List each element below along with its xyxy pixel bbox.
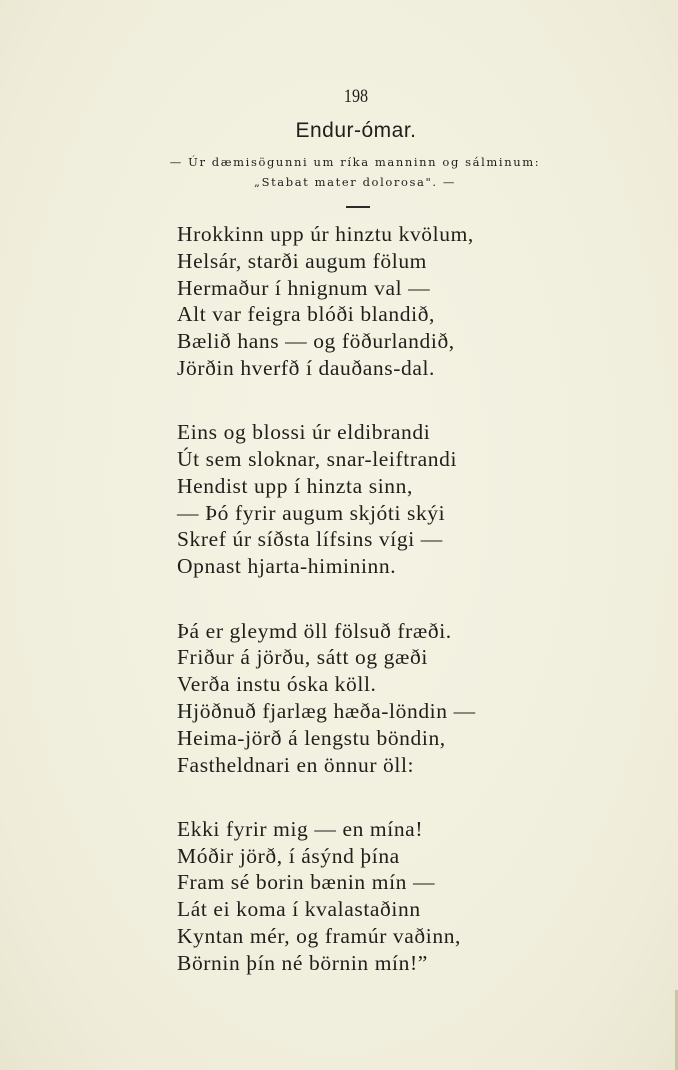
poem-title: Endur-ómar. <box>295 119 417 142</box>
verse-line: Helsár, starði augum fölum <box>177 248 427 273</box>
verse-line: Hrokkinn upp úr hinztu kvölum, <box>177 222 474 246</box>
verse-line: Kyntan mér, og framúr vaðinn, <box>177 924 462 949</box>
verse-line: Skref úr síðsta lífsins vígi — <box>177 527 443 552</box>
divider-rule <box>346 206 370 208</box>
page-number: 198 <box>343 86 369 107</box>
verse-line: Bælið hans — og föðurlandið, <box>177 329 455 354</box>
verse-line: Fram sé borin bænin mín — <box>177 870 436 895</box>
verse-line: Hjöðnuð fjarlæg hæða-löndin — <box>177 698 476 723</box>
stanza <box>177 419 476 580</box>
verse-line: Heima-jörð á lengstu böndin, <box>177 725 446 750</box>
stanza <box>177 618 476 779</box>
verse-line: Alt var feigra blóði blandið, <box>177 302 436 327</box>
poem-subtitle-line: „Stabat mater dolorosa". — <box>254 175 456 189</box>
verse-line: Hermaður í hnignum val — <box>177 275 431 300</box>
verse-line: Friður á jörðu, sátt og gæði <box>177 645 428 670</box>
stanza <box>177 221 476 382</box>
verse-line: Lát ei koma í kvalastaðinn <box>177 897 421 922</box>
verse-line: Þá er gleymd öll fölsuð fræði. <box>177 618 452 643</box>
verse-line: Börnin þín né börnin mín!” <box>177 950 428 975</box>
verse-line: Móðir jörð, í ásýnd þína <box>177 843 400 868</box>
verse-line: Jörðin hverfð í dauðans-dal. <box>177 355 436 380</box>
verse-line: Opnast hjarta-himininn. <box>177 554 397 579</box>
verse-line: — Þó fyrir augum skjóti skýi <box>177 500 446 525</box>
verse-line: Ekki fyrir mig — en mína! <box>177 816 424 841</box>
verse-line: Út sem sloknar, snar-leiftrandi <box>177 447 458 472</box>
stanza <box>177 816 476 977</box>
verse-line: Hendist upp í hinzta sinn, <box>177 473 413 498</box>
poem-subtitle-line: — Úr dæmisögunni um ríka manninn og sálminum: <box>169 155 541 169</box>
verse-line: Fastheldnari en önnur öll: <box>177 752 415 777</box>
verse-line: Eins og blossi úr eldibrandi <box>177 420 431 445</box>
poem-body <box>177 221 476 1014</box>
verse-line: Verða instu óska köll. <box>177 672 377 697</box>
